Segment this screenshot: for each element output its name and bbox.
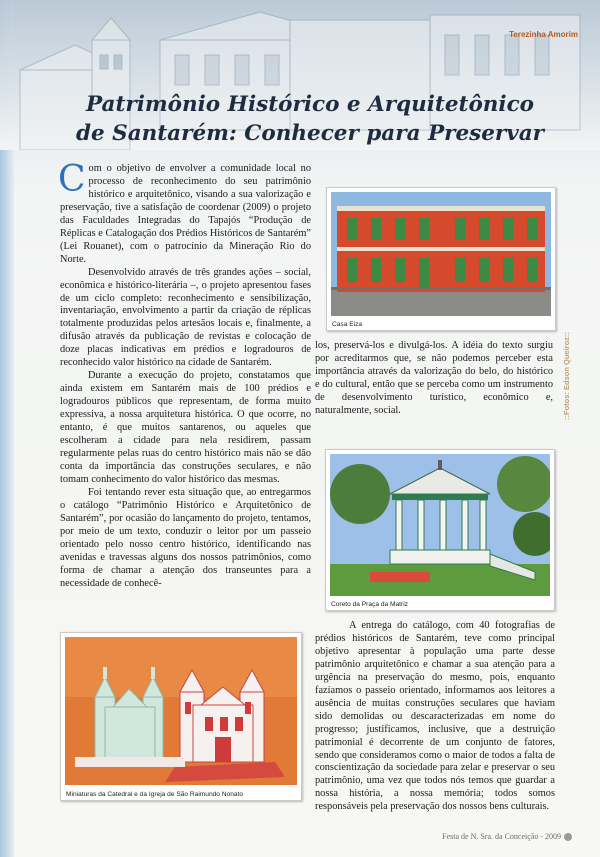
- paragraph-entrega: A entrega do catálogo, com 40 fotografias de prédios históricos de Santarém, teve como principal objetivo apresentar à população uma parte desse patrimônio arquitetônico e chamar a sua atenção para a urgência na preservação do mesmo, pois, enquanto fazíamos o passeio orientado, informamos aos leitores a ausência de muitas construções seculares que haviam sido demolidas ou descaracterizadas em nome do progresso; justificamos, inclusive, que a destruição patrimonial é decorrente de um conjunto de fatores, sendo que consideramos como o maior de todos a falta de conscientização da sociedade para zelar e preservar o seu patrimônio, uma vez que todos nós temos que guardar a nossa história, a nossa memória; todos somos responsáveis pela preservação dos nossos bens culturais.: [315, 620, 555, 813]
- author-name: Terezinha Amorim: [509, 30, 578, 39]
- right-column-text-2: [315, 620, 555, 814]
- paragraph-catalogo: Foi tentando rever esta situação que, ao entregarmos o catálogo “Patrimônio Histórico e Arquitetônico de Santarém”, por ocasião do lançamento do projeto, tentamos, por meio de um texto, conduzir o leitor por um passeio orientado pelo nosso centro histórico, identificando nas avenidas e travessas alguns dos nossos patrimônios, como forma de chamar a atenção dos transeuntes para a necessidade de conhecê-: [60, 486, 311, 589]
- casa-eiza-image: [331, 192, 551, 316]
- article-title: [60, 90, 560, 148]
- paragraph-execucao: Durante a execução do projeto, constatamos que ainda existem em Santarém mais de 100 prédios e logradouros públicos que representam, de forma muito expressiva, a nossa arquitetura histórica. O que ocorre, no entanto, é que muitos santarenos, ou aqueles que escolheram a cidade para nela residirem, passam regularmente pelas ruas do centro histórico mais não se dão conta da importância das construções seculares, e não tomam conhecimento do valor histórico das mesmas.: [60, 370, 311, 485]
- title-line-1: Patrimônio Histórico e Arquitetônico: [85, 92, 535, 117]
- title-line-2: de Santarém: Conhecer para Preservar: [75, 121, 545, 146]
- paragraph-divulgar: los, preservá-los e divulgá-los. A idéia do texto surgiu por acreditarmos que, se não podemos perceber esta importância através da valorização do belo, do histórico e do cultural, então que se perceba como um instrumento de desenvolvimento turístico, econômico e, naturalmente, social.: [315, 340, 553, 416]
- photo-miniaturas: [60, 632, 302, 801]
- miniaturas-image: [65, 637, 297, 785]
- drop-cap: C: [58, 159, 86, 200]
- page-footer: [442, 832, 572, 841]
- paragraph-intro: Com o objetivo de envolver a comunidade local no processo de reconhecimento do seu patrimônio histórico e arquitetônico, visando a sua valorização e preservação, tive a satisfação de coordenar (2009) o projeto das Faculdades Integradas do Tapajós “Produção de Réplicas e Catalogação dos Prédios Históricos de Santarém” (Lei Rouanet), com o patrocínio da Mineração Rio do Norte.: [58, 159, 311, 265]
- caption-miniaturas: Miniaturas da Catedral e da Igreja de São Raimundo Nonato: [66, 791, 244, 798]
- caption-coreto: Coreto da Praça da Matriz: [331, 601, 408, 608]
- left-column: [58, 159, 311, 590]
- photo-credit: ::Fotos: Edson Queiroz::: [562, 332, 571, 420]
- paragraph-acoes: Desenvolvido através de três grandes ações – social, econômica e histórico-literária –, o projeto apresentou fases de um ciclo completo: reconhecimento e sensibilização, inventariação, envolvimento a partir da criação de réplicas totalmente produzidas pelos artesãos locais e, finalmente, a difusão através da publicação de revistas e colocação de doze placas indicativas em prédios e logradouros de reconhecido valor histórico na cidade de Santarém.: [60, 266, 311, 369]
- photo-coreto: [325, 449, 555, 611]
- right-column-text-1: [315, 340, 553, 418]
- footer-text: Festa de N. Sra. da Conceição - 2009: [442, 832, 561, 841]
- page-number-dot-icon: [564, 833, 572, 841]
- caption-casa-eiza: Casa Eiza: [332, 321, 363, 328]
- photo-casa-eiza: [326, 187, 556, 331]
- coreto-image: [330, 454, 550, 596]
